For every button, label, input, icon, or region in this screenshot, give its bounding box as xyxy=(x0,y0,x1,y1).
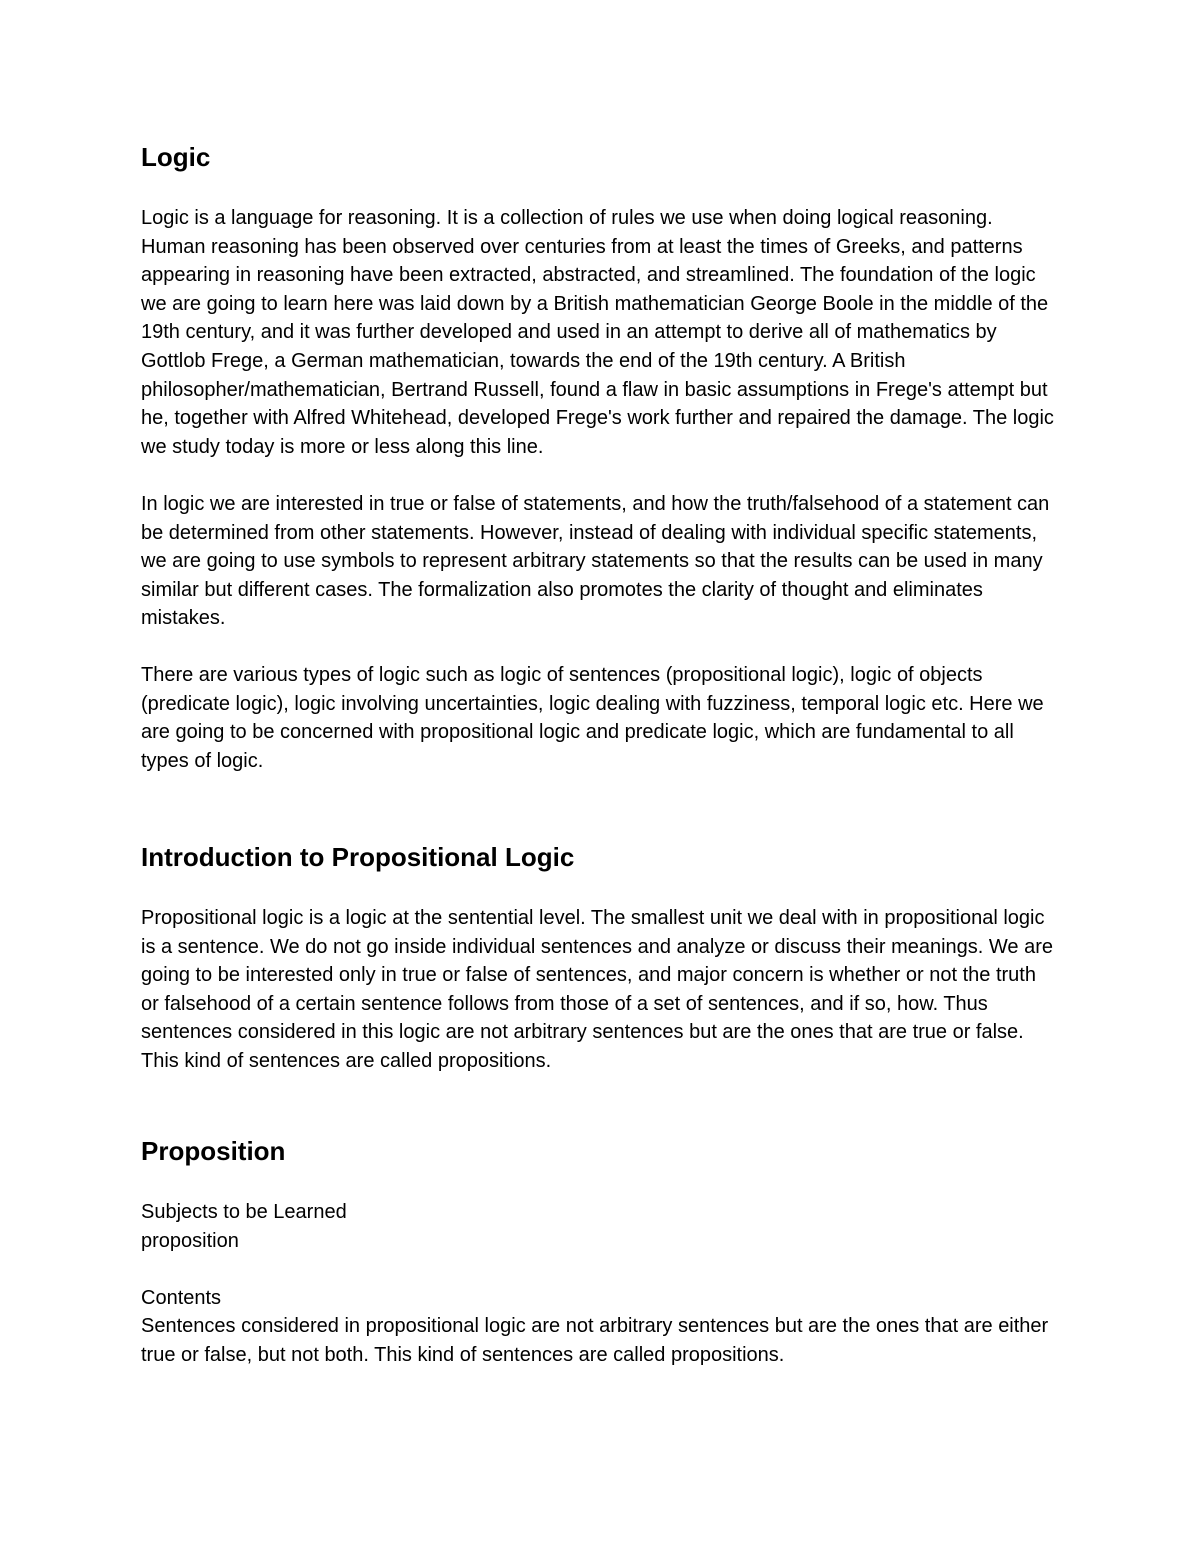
section-heading-intro: Introduction to Propositional Logic xyxy=(141,842,575,872)
subjects-item: proposition xyxy=(141,1230,239,1252)
section-heading-proposition: Proposition xyxy=(141,1136,286,1166)
contents-label: Contents xyxy=(141,1287,222,1309)
section-heading-logic: Logic xyxy=(141,142,211,172)
paragraph: Logic is a language for reasoning. It is a collection of rules we use when doing logical reasoning. Human reasoning has been observed over centuries from at least the times of Greeks, and patterns appearing in reasoning have been extracted, abstracted, and streamlined. The foundation of the logic we are going to learn here was laid down by a British mathematician George Boole in the middle of the 19th century, and it was further developed and used in an attempt to derive all of mathematics by Gottlob Frege, a German mathematician, towards the end of the 19th century. A British philosopher/mathematician, Bertrand Russell, found a flaw in basic assumptions in Frege's attempt but he, together with Alfred Whitehead, developed Frege's work further and repaired the damage. The logic we study today is more or less along this line. xyxy=(141,207,1054,458)
contents-text: Sentences considered in propositional logic are not arbitrary sentences but are the ones that are either true or false, but not both. This kind of sentences are called propositions. xyxy=(141,1315,1049,1366)
paragraph: Propositional logic is a logic at the sentential level. The smallest unit we deal with in propositional logic is a sentence. We do not go inside individual sentences and analyze or discuss their meanings. We are going to be interested only in true or false of sentences, and major concern is whether or not the truth or falsehood of a certain sentence follows from those of a set of sentences, and if so, how. Thus sentences considered in this logic are not arbitrary sentences but are the ones that are true or false. This kind of sentences are called propositions. xyxy=(141,907,1054,1072)
subjects-label: Subjects to be Learned xyxy=(141,1201,347,1223)
paragraph: In logic we are interested in true or false of statements, and how the truth/falsehood of a statement can be determined from other statements. However, instead of dealing with individual specific statements, we are going to use symbols to represent arbitrary statements so that the results can be used in many similar but different cases. The formalization also promotes the clarity of thought and eliminates mistakes. xyxy=(141,493,1050,630)
paragraph: There are various types of logic such as logic of sentences (propositional logic), logic of objects (predicate logic), logic involving uncertainties, logic dealing with fuzziness, temporal logic etc. Here we are going to be concerned with propositional logic and predicate logic, which are fundamental to all types of logic. xyxy=(141,664,1044,772)
